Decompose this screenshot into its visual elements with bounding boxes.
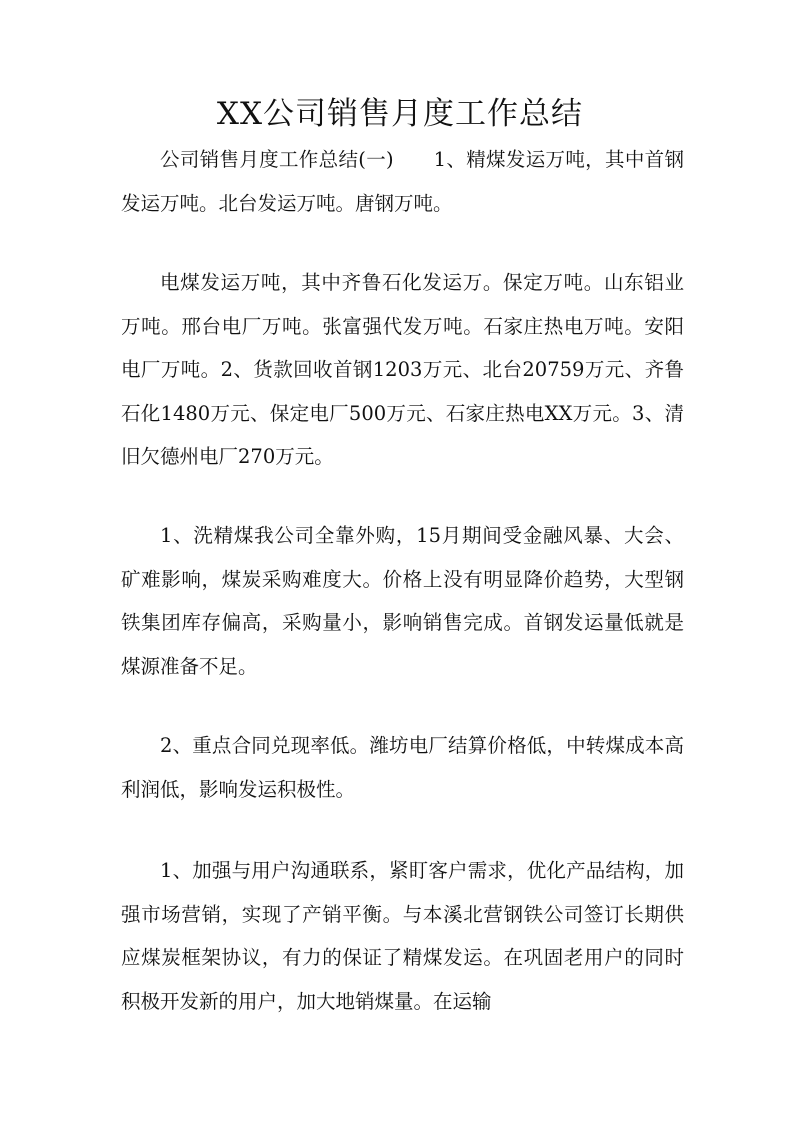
paragraph-5: 1、加强与用户沟通联系，紧盯客户需求，优化产品结构，加强市场营销，实现了产销平衡。与本溪北营钢铁公司签订长期供应煤炭框架协议，有力的保证了精煤发运。在巩固老用户的同时积极开发新的用户，加大地销煤量。在运输 — [121, 859, 684, 1013]
paragraph-4: 2、重点合同兑现率低。潍坊电厂结算价格低，中转煤成本高利润低，影响发运积极性。 — [121, 734, 684, 801]
document-title: XX公司销售月度工作总结 — [216, 96, 584, 132]
paragraph-2: 电煤发运万吨，其中齐鲁石化发运万。保定万吨。山东铝业万吨。邢台电厂万吨。张富强代发万吨。石家庄热电万吨。安阳电厂万吨。2、货款回收首钢1203万元、北台20759万元、齐鲁石化1480万元、保定电厂500万元、石家庄热电XX万元。3、清旧欠德州电厂270万元。 — [121, 271, 684, 468]
paragraph-1: 公司销售月度工作总结(一) 1、精煤发运万吨，其中首钢发运万吨。北台发运万吨。唐钢万吨。 — [121, 148, 684, 215]
paragraph-3: 1、洗精煤我公司全靠外购，15月期间受金融风暴、大会、矿难影响，煤炭采购难度大。价格上没有明显降价趋势，大型钢铁集团库存偏高，采购量小，影响销售完成。首钢发运量低就是煤源准备不足。 — [121, 524, 684, 678]
